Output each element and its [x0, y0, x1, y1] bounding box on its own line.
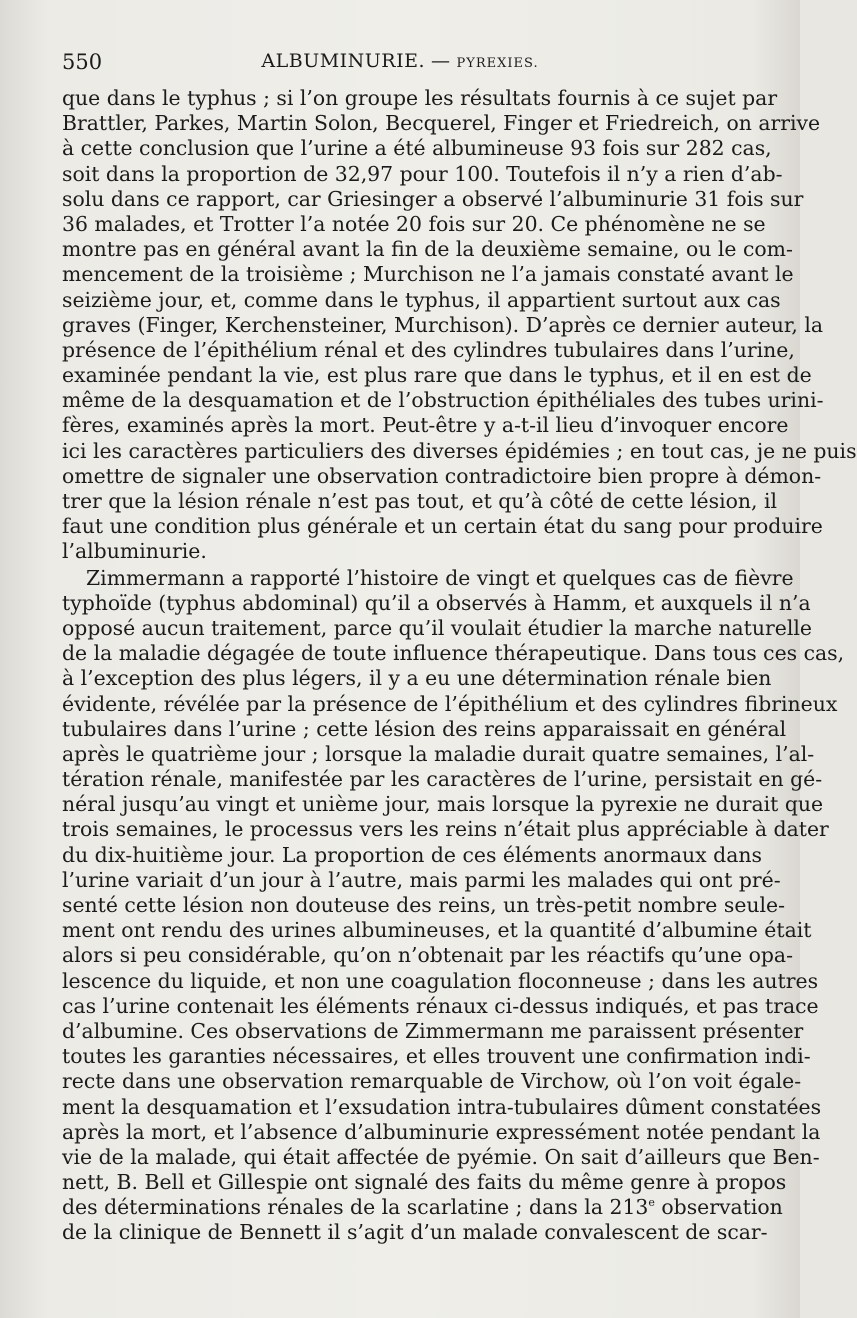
text-line: cas l’urine contenait les éléments rénaux ci-dessus indiqués, et pas trace	[62, 993, 819, 1018]
title-separator: —	[431, 50, 451, 72]
text-line: ment la desquamation et l’exsudation intra-tubulaires dûment constatées	[62, 1094, 822, 1119]
text-line: de la maladie dégagée de toute influence thérapeutique. Dans tous ces cas,	[62, 641, 845, 666]
text-line: ici les caractères particuliers des diverses épidémies ; en tout cas, je ne puis	[62, 438, 857, 463]
text-line: même de la desquamation et de l’obstruction épithéliales des tubes urini-	[62, 388, 824, 413]
text-line: recte dans une observation remarquable de Virchow, où l’on voit égale-	[62, 1069, 802, 1094]
running-title	[62, 50, 738, 72]
text-line: l’urine variait d’un jour à l’autre, mais parmi les malades qui ont pré-	[62, 867, 781, 892]
text-line: vie de la malade, qui était affectée de pyémie. On sait d’ailleurs que Ben-	[62, 1144, 820, 1169]
text-line: l’albuminurie.	[62, 539, 207, 564]
text-line: néral jusqu’au vingt et unième jour, mais lorsque la pyrexie ne durait que	[62, 792, 824, 817]
chapter-title: ALBUMINURIE.	[261, 50, 426, 72]
text-line: alors si peu considérable, qu’on n’obtenait par les réactifs qu’une opa-	[62, 943, 793, 968]
text-line: à cette conclusion que l’urine a été albumineuse 93 fois sur 282 cas,	[62, 136, 772, 161]
running-header	[62, 50, 738, 80]
page-number: 550	[62, 50, 103, 74]
text-line: tubulaires dans l’urine ; cette lésion des reins apparaissait en général	[62, 716, 787, 741]
text-line: trer que la lésion rénale n’est pas tout, et qu’à côté de cette lésion, il	[62, 489, 778, 513]
text-line: d’albumine. Ces observations de Zimmermann me paraissent présenter	[62, 1018, 804, 1043]
text-line: fères, examinés après la mort. Peut-être y a-t-il lieu d’invoquer encore	[62, 413, 789, 438]
text-line: lescence du liquide, et non une coagulation floconneuse ; dans les autres	[62, 968, 819, 993]
ordinal-superscript: e	[648, 1196, 655, 1210]
text-line: seizième jour, et, comme dans le typhus, il appartient surtout aux cas	[62, 287, 781, 312]
text-line: solu dans ce rapport, car Griesinger a observé l’albuminurie 31 fois sur	[62, 186, 804, 211]
text-line: de la clinique de Bennett il s’agit d’un malade convalescent de scar-	[62, 1220, 768, 1245]
text-line: senté cette lésion non douteuse des reins, un très-petit nombre seule-	[62, 893, 786, 917]
text-line: soit dans la proportion de 32,97 pour 100. Toutefois il n’y a rien d’ab-	[62, 161, 783, 186]
paragraph-2	[62, 565, 845, 1246]
text-line: typhoïde (typhus abdominal) qu’il a observés à Hamm, et auxquels il n’a	[62, 590, 811, 615]
text-line: tération rénale, manifestée par les caractères de l’urine, persistait en gé-	[62, 767, 823, 792]
text-line: après le quatrième jour ; lorsque la maladie durait quatre semaines, l’al-	[62, 741, 815, 766]
text-line: après la mort, et l’absence d’albuminurie expressément notée pendant la	[62, 1119, 821, 1144]
text-line-part: des déterminations rénales de la scarlatine ; dans la 213	[62, 1195, 649, 1220]
text-line: présence de l’épithélium rénal et des cylindres tubulaires dans l’urine,	[62, 337, 795, 362]
body-text	[62, 86, 857, 1246]
text-line: Zimmermann a rapporté l’histoire de vingt et quelques cas de fièvre	[86, 565, 794, 590]
text-line: que dans le typhus ; si l’on groupe les résultats fournis à ce sujet par	[62, 86, 778, 110]
text-line: toutes les garanties nécessaires, et elles trouvent une confirmation indi-	[62, 1044, 811, 1069]
text-line: mencement de la troisième ; Murchison ne l’a jamais constaté avant le	[62, 262, 794, 287]
text-line: examinée pendant la vie, est plus rare que dans le typhus, et il en est de	[62, 363, 812, 388]
text-line: à l’exception des plus légers, il y a eu une détermination rénale bien	[62, 666, 772, 691]
text-line-part: observation	[654, 1195, 783, 1220]
text-line: nett, B. Bell et Gillespie ont signalé des faits du même genre à propos	[62, 1170, 787, 1195]
text-line: 36 malades, et Trotter l’a notée 20 fois sur 20. Ce phénomène ne se	[62, 211, 766, 236]
text-line: faut une condition plus générale et un certain état du sang pour produire	[62, 514, 823, 539]
paragraph-1	[62, 86, 857, 565]
text-line: opposé aucun traitement, parce qu’il voulait étudier la marche naturelle	[62, 615, 812, 640]
text-line: trois semaines, le processus vers les reins n’était plus appréciable à dater	[62, 817, 829, 842]
text-line: du dix-huitième jour. La proportion de ces éléments anormaux dans	[62, 842, 762, 867]
text-line: évidente, révélée par la présence de l’épithélium et des cylindres fibrineux	[62, 691, 838, 716]
text-line: Brattler, Parkes, Martin Solon, Becquerel, Finger et Friedreich, on arrive	[62, 111, 821, 136]
text-line: ment ont rendu des urines albumineuses, et la quantité d’albumine était	[62, 918, 812, 943]
text-line: montre pas en général avant la fin de la deuxième semaine, ou le com-	[62, 237, 793, 262]
section-title: PYREXIES.	[456, 56, 539, 71]
text-line	[62, 1195, 783, 1220]
text-line: graves (Finger, Kerchensteiner, Murchison). D’après ce dernier auteur, la	[62, 312, 824, 337]
text-line: omettre de signaler une observation contradictoire bien propre à démon-	[62, 463, 822, 488]
